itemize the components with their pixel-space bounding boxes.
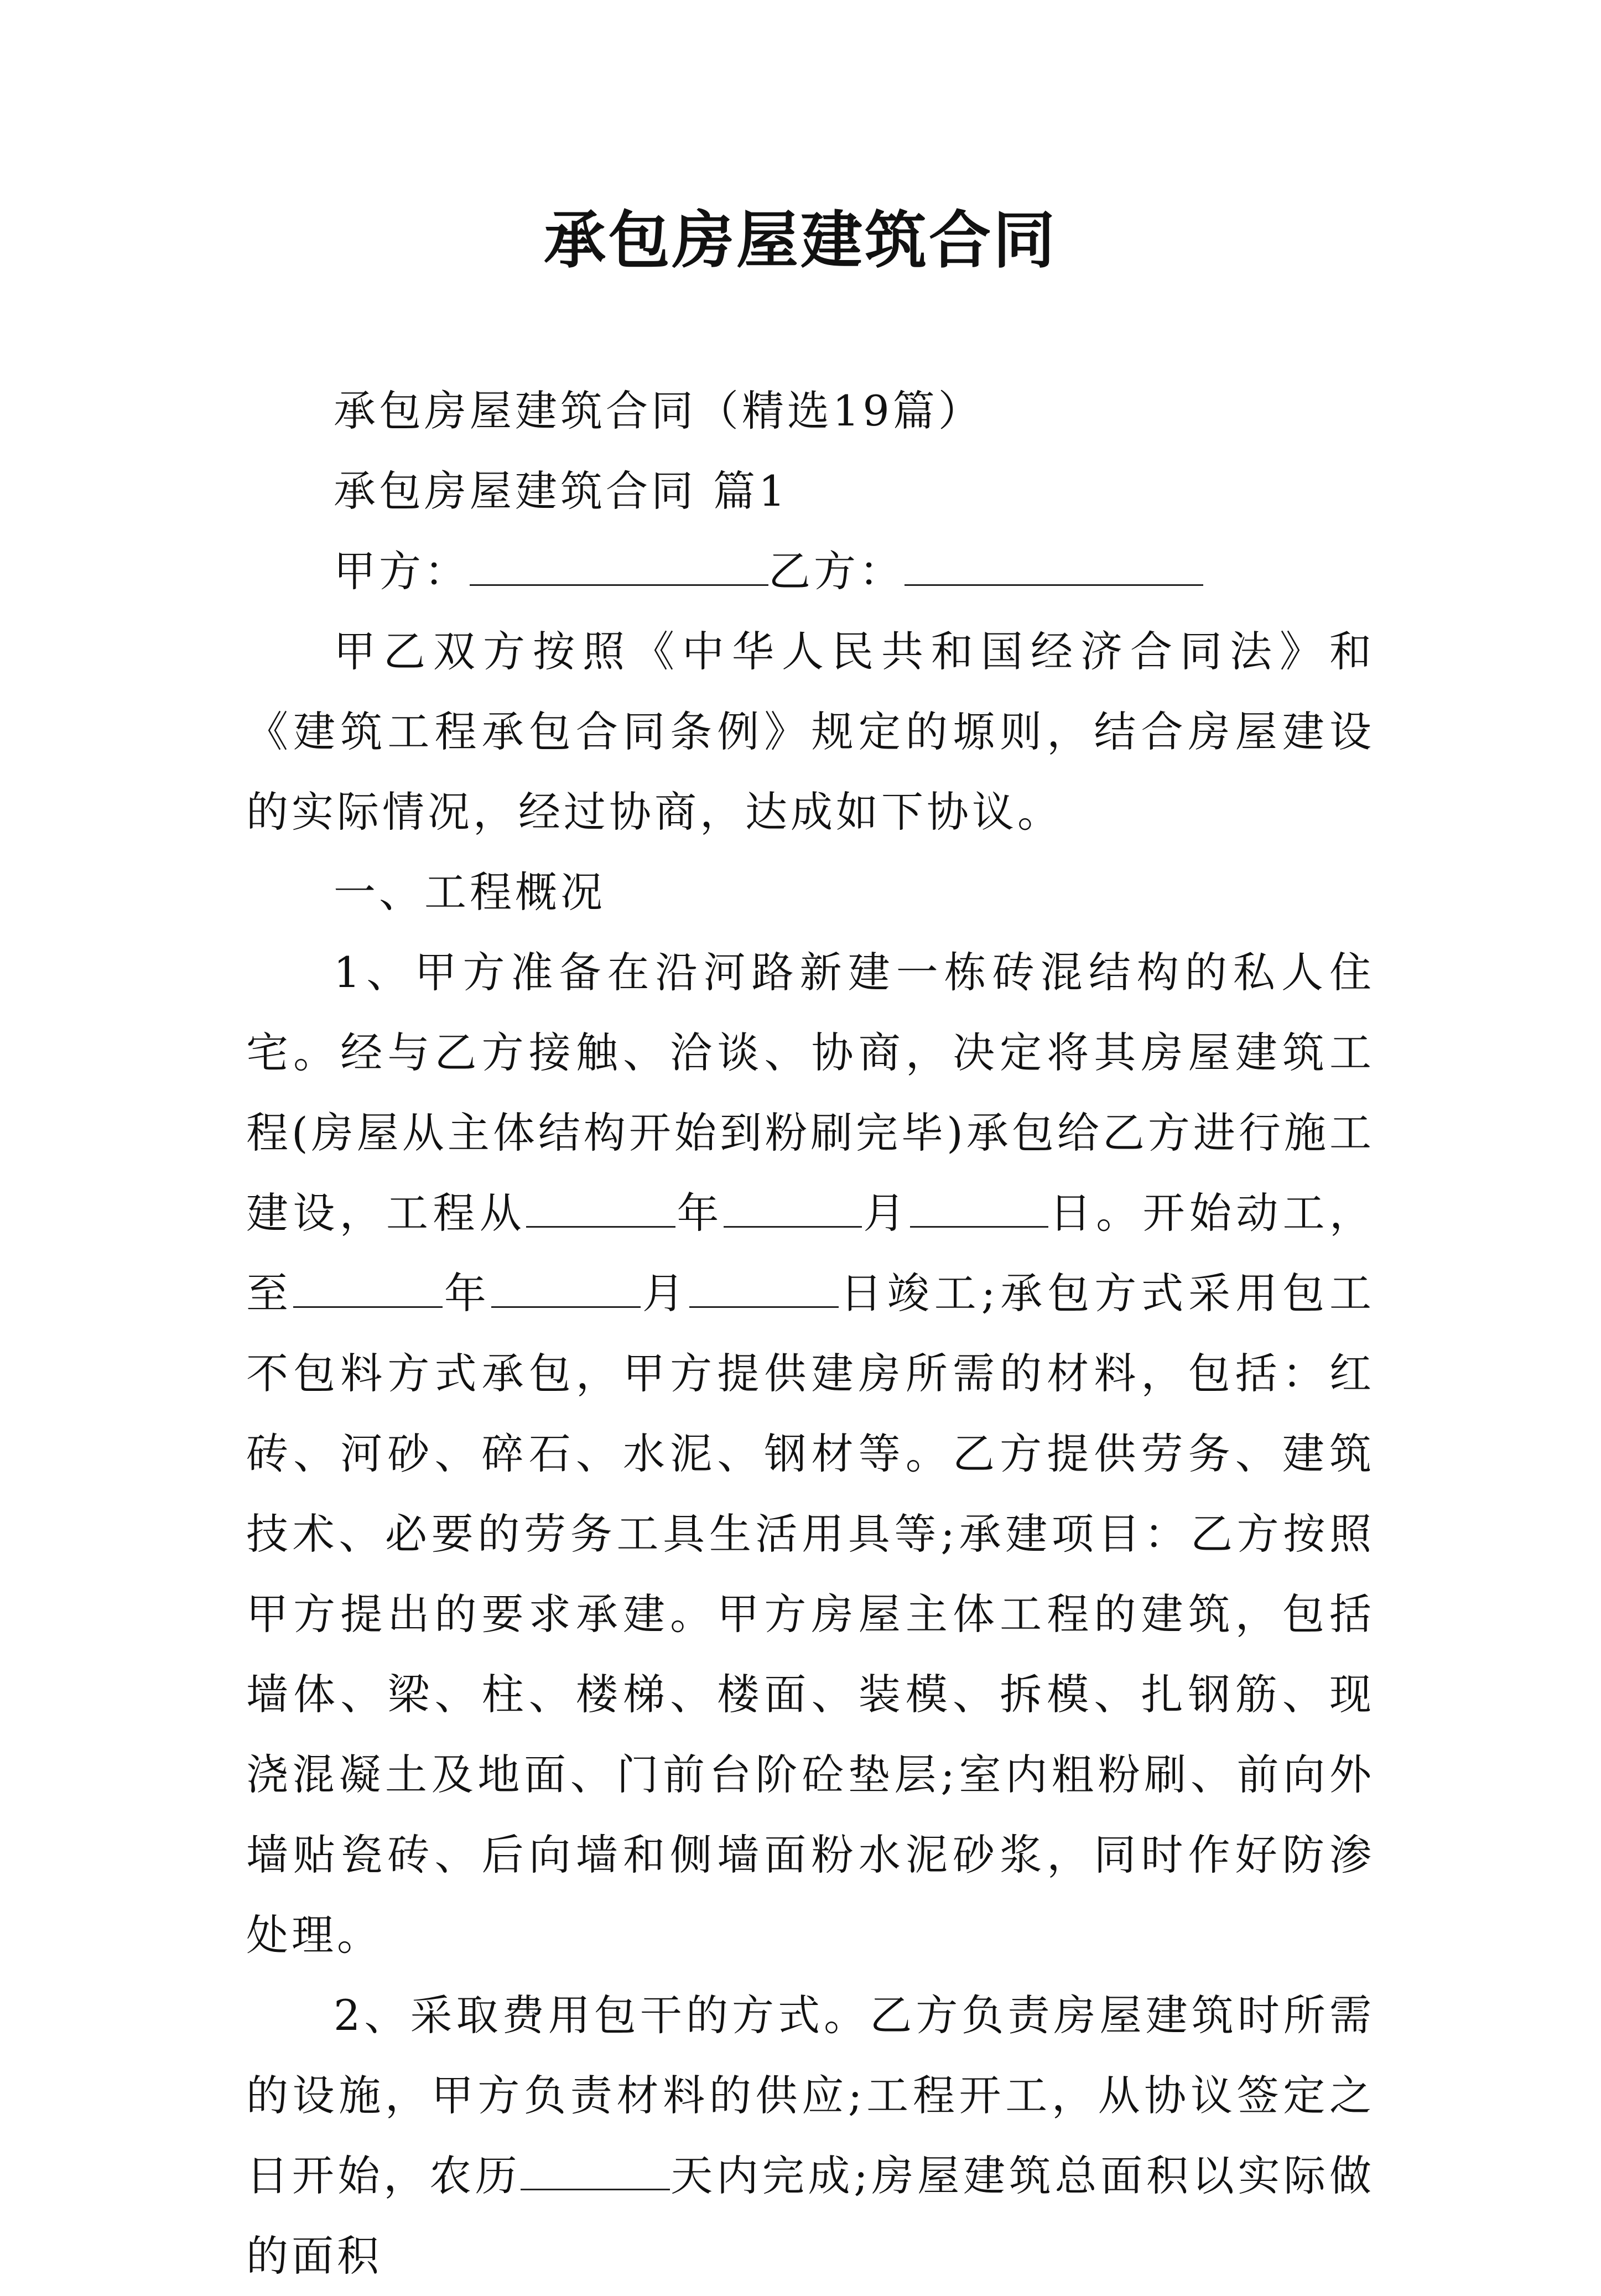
- party-a-label: 甲方：: [334, 547, 470, 596]
- party-b-label: 乙方：: [768, 547, 905, 596]
- start-month-blank: [724, 1188, 862, 1228]
- end-day-unit: 日竣工;: [838, 1269, 999, 1318]
- end-day-blank: [689, 1269, 839, 1308]
- clause-1-text-continued: 承包方式采用包工不包料方式承包，甲方提供建房所需的材料，包括：红砖、河砂、碎石、水泥、钢材等。乙方提供劳务、建筑技术、必要的劳务工具生活用具等;承建项目：乙方按照甲方提出的要求承建。甲方房屋主体工程的建筑，包括墙体、梁、柱、楼梯、楼面、装模、拆模、扎钢筋、现浇混凝土及地面、门前台阶砼垫层;室内粗粉刷、前向外墙贴瓷砖、后向墙和侧墙面粉水泥砂浆，同时作好防渗处理。: [246, 1269, 1375, 1960]
- parties-line: [246, 531, 1375, 611]
- clause-2-text-continued: 天内完成;房屋建筑总面积以实际做的面积: [246, 2151, 1375, 2281]
- days-blank: [521, 2151, 670, 2190]
- document-title: 承包房屋建筑合同: [544, 204, 1057, 277]
- clause-1-text: 1、甲方准备在沿河路新建一栋砖混结构的私人住宅。经与乙方接触、洽谈、协商，决定将其房屋建筑工程(房屋从主体结构开始到粉刷完毕)承包给乙方进行施工建设，工程从: [246, 948, 1375, 1238]
- start-day-unit: 日。开始动工，至: [246, 1188, 1375, 1318]
- intro-paragraph: 甲乙双方按照《中华人民共和国经济合同法》和《建筑工程承包合同条例》规定的塬则，结合房屋建设的实际情况，经过协商，达成如下协议。: [246, 627, 1375, 837]
- party-b-blank: [905, 547, 1203, 586]
- start-month-unit: 月: [861, 1188, 910, 1238]
- clause-2: [246, 1975, 1375, 2296]
- heading-project-overview: 一、工程概况: [334, 868, 606, 917]
- clause-1: [246, 932, 1375, 1975]
- end-year-blank: [293, 1269, 443, 1308]
- end-month-unit: 月: [640, 1269, 689, 1318]
- clause-2-text: 2、采取费用包干的方式。乙方负责房屋建筑时所需的设施，甲方负责材料的供应;工程开工，从协议签定之日开始，农历: [246, 1991, 1375, 2200]
- end-year-unit: 年: [442, 1269, 491, 1318]
- section-heading: 承包房屋建筑合同 篇1: [334, 466, 789, 516]
- party-a-blank: [470, 547, 768, 586]
- document-body: [246, 371, 1375, 2296]
- start-day-blank: [910, 1188, 1048, 1228]
- end-month-blank: [491, 1269, 641, 1308]
- start-year-unit: 年: [675, 1188, 724, 1238]
- start-year-blank: [526, 1188, 675, 1228]
- subtitle: 承包房屋建筑合同（精选19篇）: [334, 386, 984, 435]
